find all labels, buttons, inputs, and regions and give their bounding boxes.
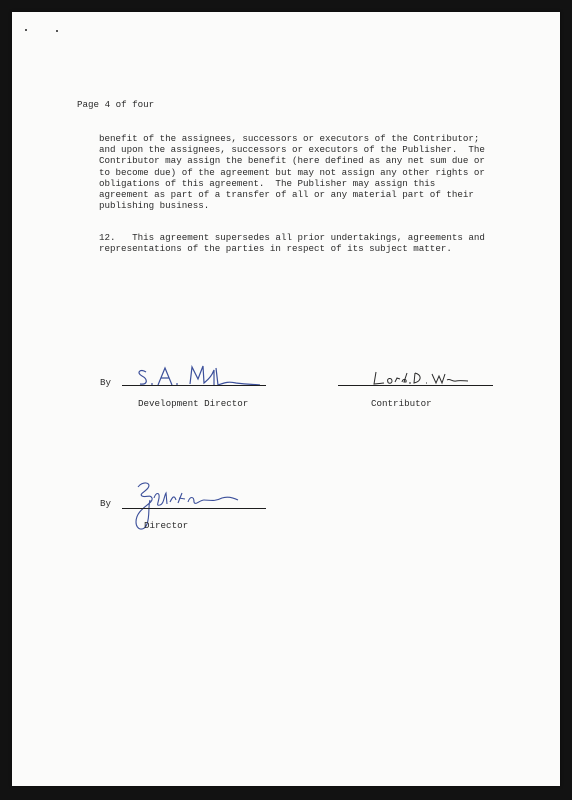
clause-12 bbox=[99, 232, 485, 254]
continuation-paragraph bbox=[99, 133, 485, 211]
corner-mark bbox=[56, 30, 58, 32]
contributor-signature bbox=[370, 369, 470, 389]
paragraph-line: 12. This agreement supersedes all prior undertakings, agreements and bbox=[99, 232, 485, 243]
paragraph-line: to become due) of the agreement but may not assign any other rights or bbox=[99, 166, 485, 178]
paragraph-line: publishing business. bbox=[99, 200, 210, 212]
corner-mark bbox=[25, 29, 27, 31]
signature-line bbox=[338, 385, 493, 386]
contributor-label: Contributor bbox=[371, 398, 432, 409]
signature-line bbox=[122, 385, 266, 386]
paragraph-line: benefit of the assignees, successors or executors of the Contributor; bbox=[99, 133, 480, 144]
document-page bbox=[12, 12, 560, 786]
signature-line bbox=[122, 508, 266, 509]
by-label: By bbox=[100, 377, 112, 388]
by-label: By bbox=[100, 498, 112, 509]
paragraph-line: Contributor may assign the benefit (here defined as any net sum due or bbox=[99, 155, 485, 167]
paragraph-line: representations of the parties in respect of its subject matter. bbox=[99, 243, 452, 255]
paragraph-line: obligations of this agreement. The Publisher may assign this bbox=[99, 177, 436, 189]
page-header: Page 4 of four bbox=[77, 99, 155, 110]
director-label: Director bbox=[144, 520, 189, 531]
paragraph-line: and upon the assignees, successors or executors of the Publisher. The bbox=[99, 144, 485, 156]
development-director-label: Development Director bbox=[138, 398, 249, 409]
paragraph-line: agreement as part of a transfer of all or any material part of their bbox=[99, 189, 474, 201]
development-director-signature bbox=[132, 362, 267, 392]
